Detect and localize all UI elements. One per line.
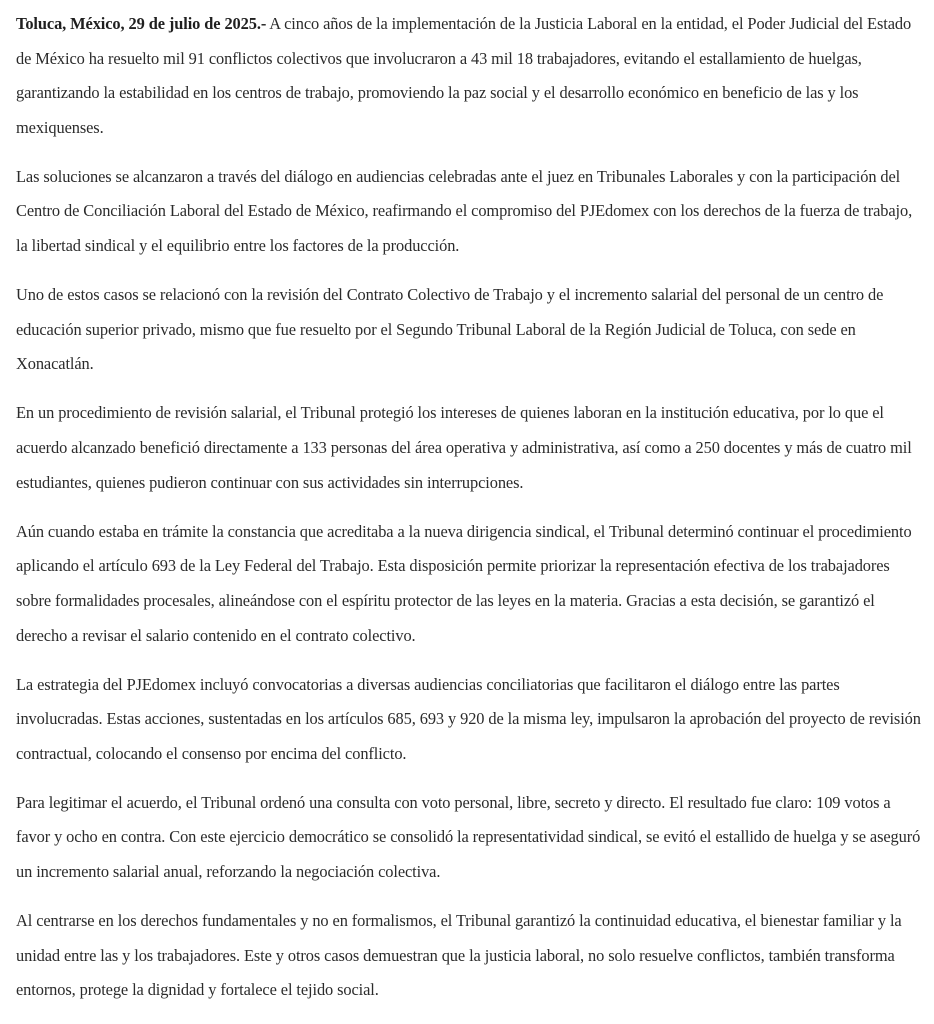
dateline: Toluca, México, 29 de julio de 2025.- <box>16 14 267 33</box>
article-paragraph: Al centrarse en los derechos fundamentales y no en formalismos, el Tribunal garantizó la continuidad educativa, el bienestar familiar y la unidad entre las y los trabajadores. Este y otros casos demuestran que la justicia laboral, no solo resuelve conflictos, también transforma entornos, protege la dignidad y fortalece el tejido social. <box>16 911 902 1000</box>
article-paragraph: Aún cuando estaba en trámite la constancia que acreditaba a la nueva dirigencia sindical, el Tribunal determinó continuar el procedimiento aplicando el artículo 693 de la Ley Federal del Trabajo. Esta disposición permite priorizar la representación efectiva de los trabajadores sobre formalidades procesales, alineándose con el espíritu protector de las leyes en la materia. Gracias a esta decisión, se garantizó el derecho a revisar el salario contenido en el contrato colectivo. <box>16 521 912 645</box>
article-paragraph: Uno de estos casos se relacionó con la revisión del Contrato Colectivo de Trabajo y el incremento salarial del personal de un centro de educación superior privado, mismo que fue resuelto por el Segundo Tribunal Laboral de la Región Judicial de Toluca, con sede en Xonacatlán. <box>16 285 884 374</box>
article-paragraph: La estrategia del PJEdomex incluyó convocatorias a diversas audiencias conciliatorias que facilitaron el diálogo entre las partes involucradas. Estas acciones, sustentadas en los artículos 685, 693 y 920 de la misma ley, impulsaron la aprobación del proyecto de revisión contractual, colocando el consenso por encima del conflicto. <box>16 674 921 763</box>
lead-paragraph <box>16 7 924 145</box>
article-paragraph: En un procedimiento de revisión salarial, el Tribunal protegió los intereses de quienes laboran en la institución educativa, por lo que el acuerdo alcanzado benefició directamente a 133 personas del área operativa y administrativa, así como a 250 docentes y más de cuatro mil estudiantes, quienes pudieron continuar con sus actividades sin interrupciones. <box>16 403 912 492</box>
lead-text: A cinco años de la implementación de la Justicia Laboral en la entidad, el Poder Judicial del Estado de México ha resuelto mil 91 conflictos colectivos que involucraron a 43 mil 18 trabajadores, evitando el estallamiento de huelgas, garantizando la estabilidad en los centros de trabajo, promoviendo la paz social y el desarrollo económico en beneficio de las y los mexiquenses. <box>16 14 912 137</box>
article-paragraph: Para legitimar el acuerdo, el Tribunal ordenó una consulta con voto personal, libre, secreto y directo. El resultado fue claro: 109 votos a favor y ocho en contra. Con este ejercicio democrático se consolidó la representatividad sindical, se evitó el estallido de huelga y se aseguró un incremento salarial anual, reforzando la negociación colectiva. <box>16 792 921 882</box>
article-paragraph: Las soluciones se alcanzaron a través del diálogo en audiencias celebradas ante el juez en Tribunales Laborales y con la participación del Centro de Conciliación Laboral del Estado de México, reafirmando el compromiso del PJEdomex con los derechos de la fuerza de trabajo, la libertad sindical y el equilibrio entre los factores de la producción. <box>16 166 913 256</box>
